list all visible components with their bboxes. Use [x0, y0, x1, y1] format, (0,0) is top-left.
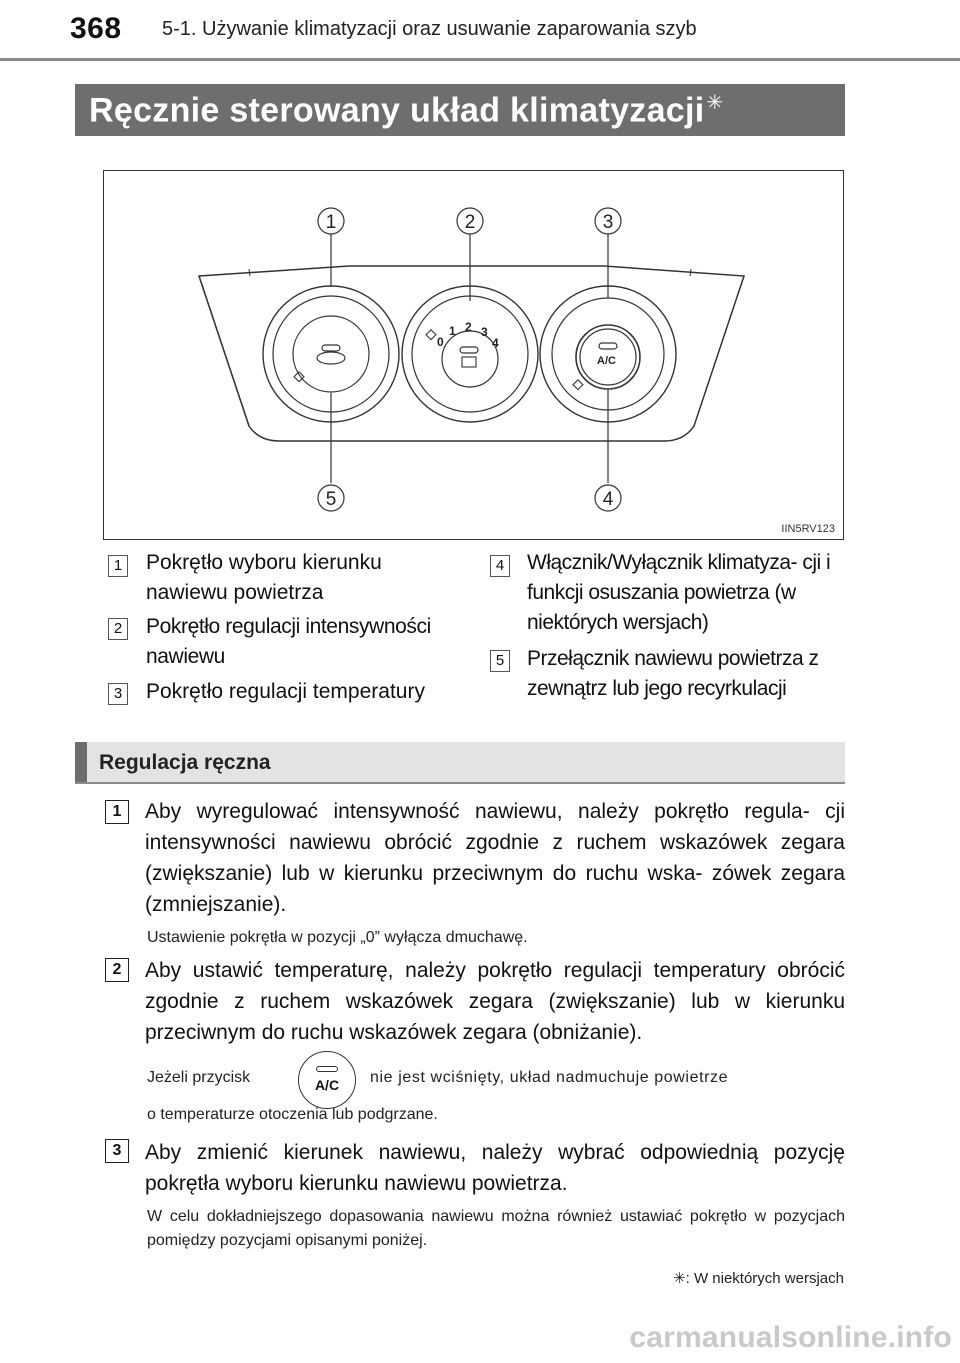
header-divider: [0, 58, 960, 61]
ac-button-inline-label: A/C: [314, 1077, 340, 1093]
callout-1: [318, 208, 344, 234]
legend-num-4: 4: [490, 555, 510, 577]
callout-2: [457, 208, 483, 234]
page-title: [89, 90, 724, 130]
fan-scale-0: 0: [437, 335, 444, 349]
ac-indicator-icon: [316, 1066, 338, 1072]
step-num-2: 2: [105, 958, 129, 982]
svg-text:2: 2: [464, 212, 476, 233]
step-2-note-line2: o temperaturze otoczenia lub podgrzane.: [147, 1106, 438, 1123]
legend-item-2: Pokrętło regulacji intensywności nawiewu: [146, 615, 431, 668]
fan-scale-3: 3: [481, 325, 488, 339]
footnote-text: : W niektórych wersjach: [685, 1270, 844, 1287]
fan-scale-1: 1: [449, 324, 456, 338]
step-2-note-after: nie jest wciśnięty, układ nadmuchuje powietrze: [370, 1069, 729, 1086]
legend-num-1: 1: [108, 555, 128, 577]
step-1-note: Ustawienie pokrętła w pozycji „0” wyłącza dmuchawę.: [147, 929, 528, 946]
chapter-title: 5-1. Używanie klimatyzacji oraz usuwanie zaparowania szyb: [162, 18, 697, 40]
asterisk-icon: ✳: [706, 92, 724, 114]
callout-4: [595, 485, 621, 511]
callout-5: [318, 485, 344, 511]
legend-item-5: Przełącznik nawiewu powietrza z zewnątrz lub jego recyrkulacji: [527, 647, 819, 700]
step-3-note: W celu dokładniejszego dopasowania nawiewu można również ustawiać pokrętło w pozycjach pomiędzy pozycjami opisanymi poniżej.: [147, 1208, 845, 1249]
ac-panel-illustration: [104, 171, 845, 541]
svg-text:1: 1: [325, 212, 337, 233]
step-num-3: 3: [105, 1139, 129, 1163]
legend-num-2: 2: [108, 618, 128, 640]
step-2-note-before: Jeżeli przycisk: [147, 1069, 251, 1086]
footnote: [673, 1269, 844, 1287]
step-3-text: Aby zmienić kierunek nawiewu, należy wybrać odpowiednią pozycję pokrętła wyboru kierunku nawiewu powietrza.: [145, 1141, 845, 1195]
step-2-text: Aby ustawić temperaturę, należy pokrętło regulacji temperatury obrócić zgodnie z ruchem wskazówek zegara (zwiększanie) lub w kierunku przeciwnym do ruchu wskazówek zegara (obniżanie).: [145, 959, 845, 1044]
page-title-text: Ręcznie sterowany układ klimatyzacji: [89, 91, 705, 130]
svg-text:3: 3: [602, 212, 614, 233]
legend-item-3: Pokrętło regulacji temperatury: [146, 680, 425, 703]
ac-panel-figure: [103, 170, 844, 540]
svg-text:5: 5: [325, 489, 337, 510]
legend-item-1: Pokrętło wyboru kierunku nawiewu powietrza: [146, 551, 382, 604]
legend-num-3: 3: [108, 683, 128, 705]
figure-id: IIN5RV123: [781, 523, 835, 535]
ac-button-label: A/C: [597, 355, 616, 367]
step-num-1: 1: [105, 800, 129, 824]
section-header: [75, 742, 845, 784]
callout-3: [595, 208, 621, 234]
page-number: 368: [70, 12, 122, 45]
watermark: carmanualsonline.info: [629, 1321, 952, 1354]
asterisk-icon: ✳: [673, 1270, 686, 1287]
legend-item-4: Włącznik/Wyłącznik klimatyza- cji i funkcji osuszania powietrza (w niektórych wersjach): [527, 551, 831, 634]
fan-scale-2: 2: [465, 320, 472, 334]
step-1-text: Aby wyregulować intensywność nawiewu, należy pokrętło regula- cji intensywności nawiewu obrócić zgodnie z ruchem wskazówek zegara (zwiększanie) lub w kierunku przeciwnym do ruchu wska- zówek zegara (zmniejszanie).: [145, 800, 845, 916]
legend-num-5: 5: [490, 650, 510, 672]
ac-button-icon: [298, 1051, 356, 1109]
svg-text:4: 4: [602, 489, 614, 510]
title-bar: [75, 84, 845, 136]
fan-scale-4: 4: [492, 336, 499, 350]
section-title: Regulacja ręczna: [99, 751, 271, 774]
